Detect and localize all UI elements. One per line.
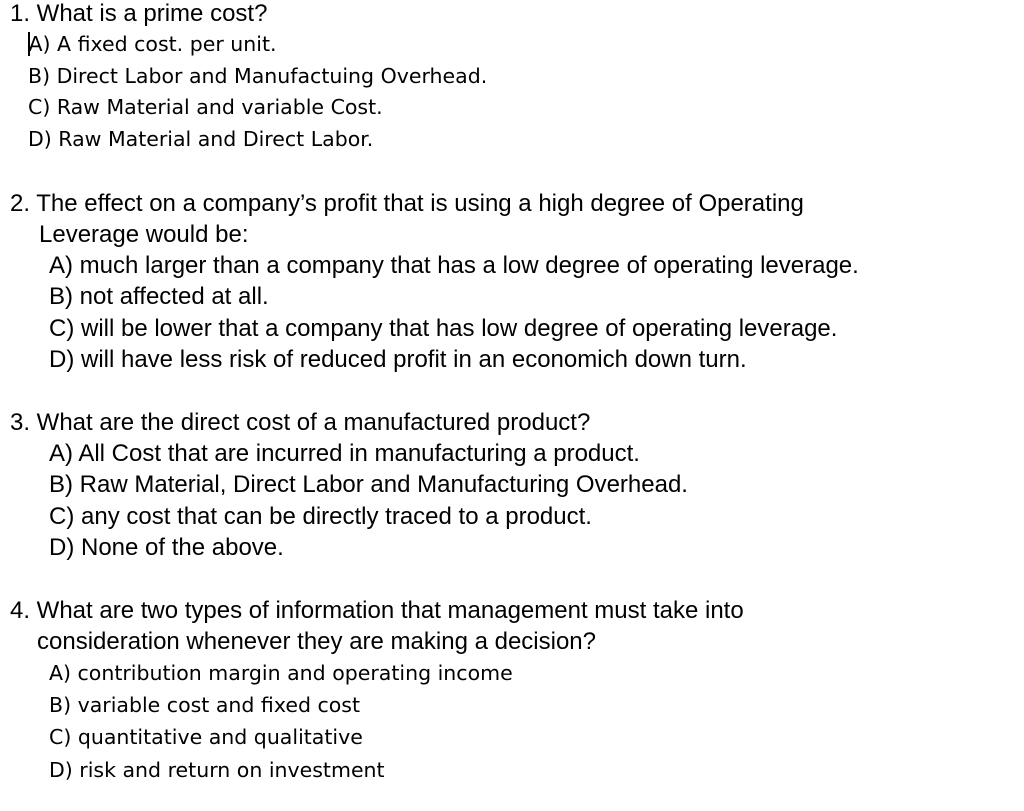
question-3-option-a[interactable]: A) All Cost that are incurred in manufacturing a product. xyxy=(49,440,640,467)
question-2-stem-line-1: 2. The effect on a company’s profit that is using a high degree of Operating xyxy=(10,190,804,217)
question-3-stem: 3. What are the direct cost of a manufactured product? xyxy=(10,409,591,436)
question-2-stem-line-2: Leverage would be: xyxy=(39,221,249,248)
question-4-option-c[interactable]: C) quantitative and qualitative xyxy=(49,725,363,749)
question-4-option-d[interactable]: D) risk and return on investment xyxy=(49,758,385,782)
question-1-option-c[interactable]: C) Raw Material and variable Cost. xyxy=(28,95,383,119)
question-3-option-b[interactable]: B) Raw Material, Direct Labor and Manufacturing Overhead. xyxy=(49,471,688,498)
question-2-option-b[interactable]: B) not affected at all. xyxy=(49,283,269,310)
question-4-option-b[interactable]: B) variable cost and fixed cost xyxy=(49,693,361,717)
question-2-option-a[interactable]: A) much larger than a company that has a low degree of operating leverage. xyxy=(49,252,859,279)
question-1-option-b[interactable]: B) Direct Labor and Manufactuing Overhead. xyxy=(28,64,488,88)
question-1-stem: 1. What is a prime cost? xyxy=(10,0,268,27)
question-2-option-c[interactable]: C) will be lower that a company that has low degree of operating leverage. xyxy=(49,315,838,342)
question-1-option-d[interactable]: D) Raw Material and Direct Labor. xyxy=(28,127,374,151)
question-4-option-a[interactable]: A) contribution margin and operating income xyxy=(49,661,513,685)
question-1-option-a[interactable] xyxy=(28,28,277,60)
question-4-stem-line-2: consideration whenever they are making a decision? xyxy=(37,628,596,655)
question-2-option-d[interactable]: D) will have less risk of reduced profit in an economich down turn. xyxy=(49,346,747,373)
question-1-option-a-text: A) A fixed cost. per unit. xyxy=(28,32,277,56)
question-4-stem-line-1: 4. What are two types of information that management must take into xyxy=(10,597,744,624)
question-3-option-c[interactable]: C) any cost that can be directly traced to a product. xyxy=(49,503,592,530)
question-3-option-d[interactable]: D) None of the above. xyxy=(49,534,284,561)
